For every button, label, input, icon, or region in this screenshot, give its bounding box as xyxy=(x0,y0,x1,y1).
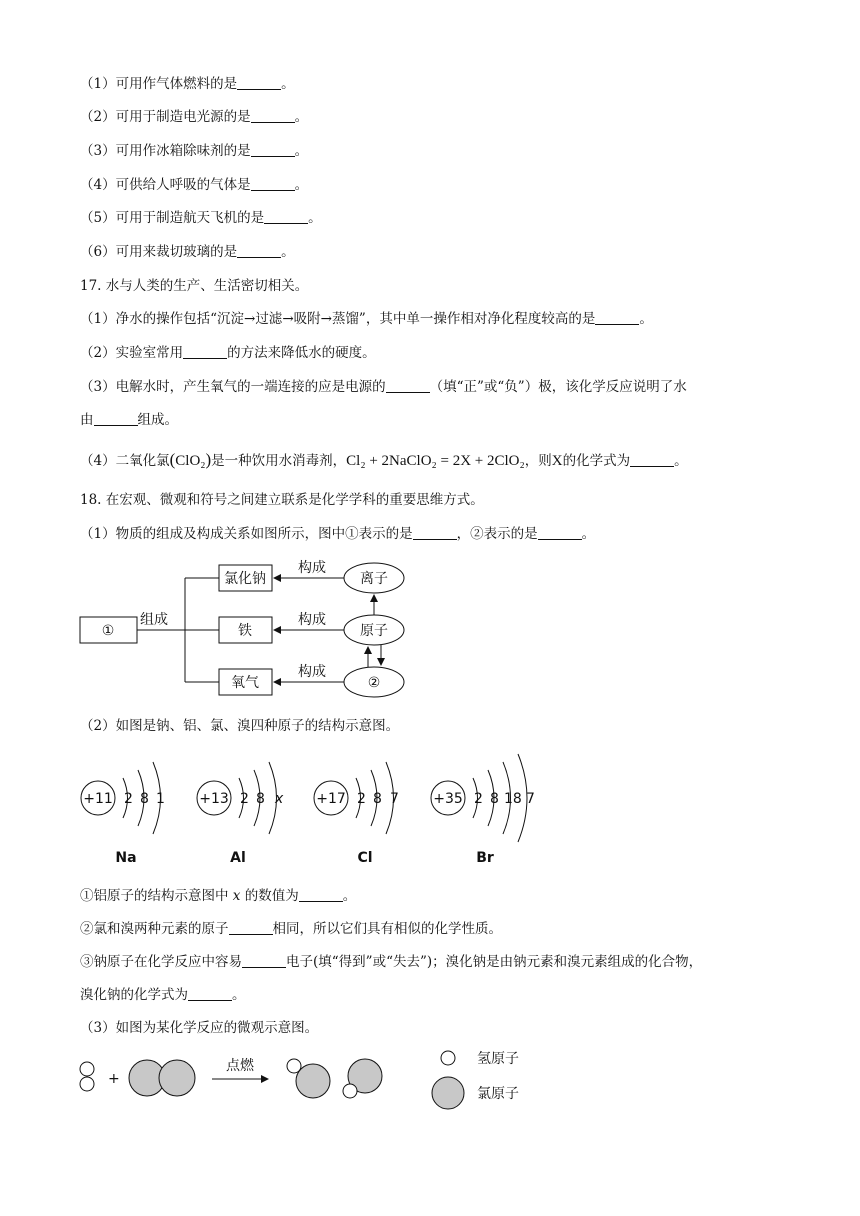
chlorine-atom xyxy=(296,1064,330,1098)
arrow-icon: → xyxy=(282,311,294,327)
q18-sub-3: ③钠原子在化学反应中容易 电子(填“得到”或“失去”)；溴化钠是由钠元素和溴元素组成的化合物， xyxy=(80,954,703,970)
chlorine-atom xyxy=(159,1060,195,1096)
q17-part-2: （2）实验室常用 的方法来降低水的硬度。 xyxy=(80,345,376,361)
answer-blank[interactable] xyxy=(229,920,273,935)
legend-hydrogen-label: 氢原子 xyxy=(477,1051,519,1067)
shell-electrons: 7 xyxy=(390,791,399,807)
label-sodium-chloride: 氯化钠 xyxy=(224,571,266,587)
label-2: ② xyxy=(367,675,381,691)
q17-part-4: （4）二氧化氯(ClO₂)是一种饮用水消毒剂，Cl₂ + 2NaClO₂ = 2X + 2ClO₂，则X的化学式为 。 xyxy=(80,450,688,469)
q16-item-2: （2）可用于制造电光源的是 。 xyxy=(80,109,309,125)
label-constitute: 构成 xyxy=(298,612,326,628)
nucleus-charge: +35 xyxy=(433,791,463,807)
shell-electrons: 8 xyxy=(140,791,149,807)
nucleus-charge: +11 xyxy=(83,791,113,807)
q16-item-5: （5）可用于制造航天飞机的是 。 xyxy=(80,210,322,226)
q17-part-3-cont: 由 组成。 xyxy=(80,412,178,428)
q17-part-3: （3）电解水时，产生氧气的一端连接的应是电源的 （填“正”或“负”）极，该化学反应说明了水 xyxy=(80,379,687,395)
element-symbol: Cl xyxy=(357,850,373,866)
q18-title: 18. 在宏观、微观和符号之间建立联系是化学学科的重要思维方式。 xyxy=(80,492,484,508)
arrow-icon: → xyxy=(244,311,256,327)
shell-electrons: 2 xyxy=(240,791,249,807)
label-ion: 离子 xyxy=(360,571,388,587)
q16-item-6: （6）可用来裁切玻璃的是 。 xyxy=(80,244,295,260)
q16-item-1: （1）可用作气体燃料的是 。 xyxy=(80,76,295,92)
shell-electrons: x xyxy=(275,791,284,807)
shell-electrons: 18 xyxy=(504,791,522,807)
q18-sub-2: ②氯和溴两种元素的原子 相同，所以它们具有相似的化学性质。 xyxy=(80,921,502,937)
shell-electrons: 2 xyxy=(474,791,483,807)
q18-part-2: （2）如图是钠、铝、氯、溴四种原子的结构示意图。 xyxy=(80,718,400,734)
q18-sub-1: ①铝原子的结构示意图中 x 的数值为 。 xyxy=(80,888,357,904)
element-symbol: Al xyxy=(230,850,246,866)
element-symbol: Na xyxy=(115,850,137,866)
label-constitute: 构成 xyxy=(298,560,326,576)
legend-hydrogen-icon xyxy=(441,1051,455,1065)
hydrogen-atom xyxy=(343,1084,357,1098)
label-iron: 铁 xyxy=(238,623,252,639)
nucleus-charge: +13 xyxy=(199,791,229,807)
q17-part-1: （1）净水的操作包括“沉淀→过滤→吸附→蒸馏”，其中单一操作相对净化程度较高的是 。 xyxy=(80,311,653,327)
element-symbol: Br xyxy=(476,850,494,866)
q18-part-3: （3）如图为某化学反应的微观示意图。 xyxy=(80,1020,319,1036)
reaction-condition: 点燃 xyxy=(226,1058,254,1074)
chemical-equation: Cl₂ + 2NaClO₂ = 2X + 2ClO₂ xyxy=(346,453,525,469)
shell-electrons: 2 xyxy=(124,791,133,807)
label-constitute: 构成 xyxy=(298,664,326,680)
answer-blank[interactable] xyxy=(299,887,343,902)
q18-sub-3-cont: 溴化钠的化学式为 。 xyxy=(80,987,246,1003)
shell-electrons: 7 xyxy=(526,791,535,807)
legend-chlorine-icon xyxy=(432,1077,464,1109)
q16-item-4: （4）可供给人呼吸的气体是 。 xyxy=(80,177,309,193)
shell-electrons: 8 xyxy=(373,791,382,807)
shell-electrons: 2 xyxy=(357,791,366,807)
arrow-icon: → xyxy=(320,311,332,327)
label-atom: 原子 xyxy=(360,623,388,639)
q16-item-3: （3）可用作冰箱除味剂的是 。 xyxy=(80,143,309,159)
q18-part-1: （1）物质的组成及构成关系如图所示，图中①表示的是 ，②表示的是 。 xyxy=(80,526,596,542)
q17-title: 17. 水与人类的生产、生活密切相关。 xyxy=(80,278,309,294)
label-oxygen: 氧气 xyxy=(231,675,259,691)
hydrogen-atom xyxy=(80,1077,94,1091)
legend-chlorine-label: 氯原子 xyxy=(477,1086,519,1102)
plus-sign: + xyxy=(108,1071,120,1087)
nucleus-charge: +17 xyxy=(316,791,346,807)
shell-electrons: 1 xyxy=(156,791,165,807)
chemical-formula: ClO₂ xyxy=(175,453,206,469)
shell-electrons: 8 xyxy=(256,791,265,807)
label-composition: 组成 xyxy=(140,612,168,628)
shell-electrons: 8 xyxy=(490,791,499,807)
label-1: ① xyxy=(101,623,115,639)
answer-blank[interactable] xyxy=(188,986,232,1001)
hydrogen-atom xyxy=(80,1062,94,1076)
answer-blank[interactable] xyxy=(242,953,286,968)
